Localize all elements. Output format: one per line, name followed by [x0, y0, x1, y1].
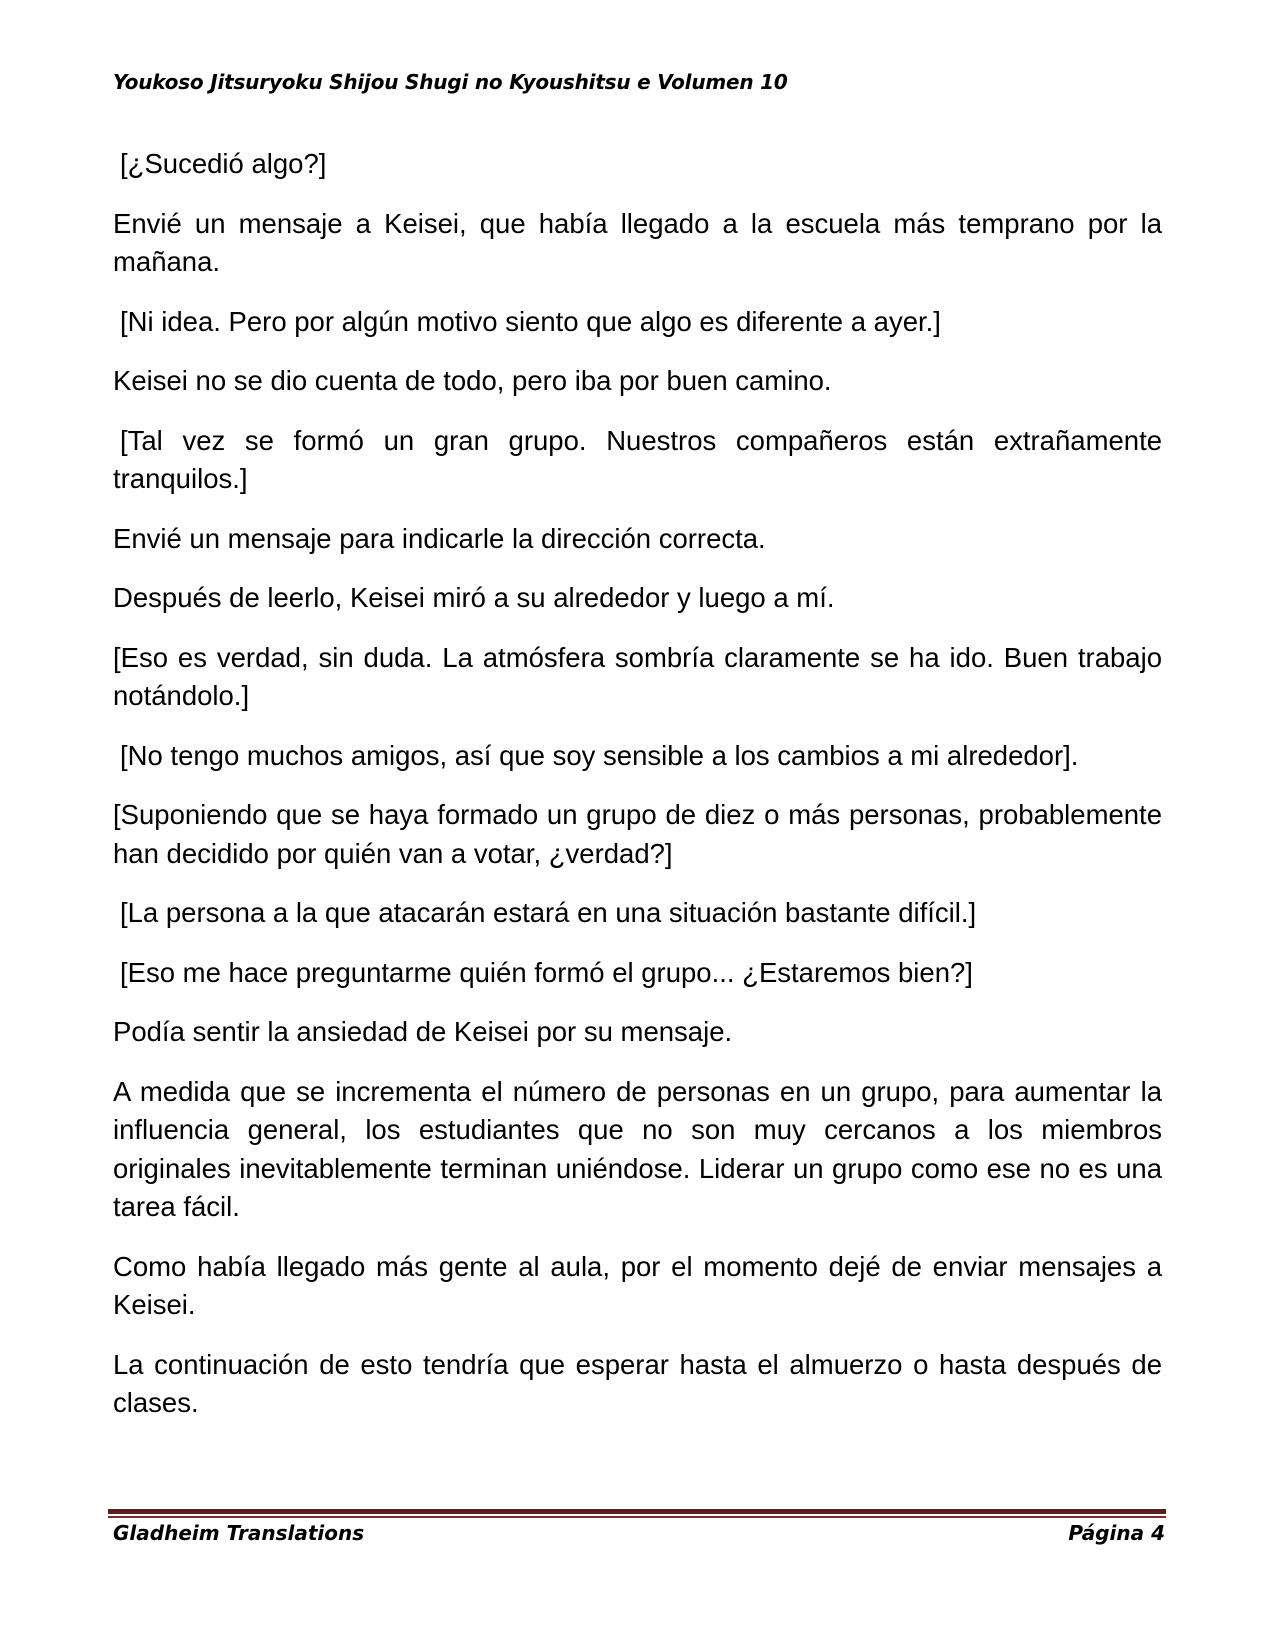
paragraph: Envié un mensaje a Keisei, que había llegado a la escuela más temprano por la mañana.	[113, 207, 1162, 277]
paragraph: [No tengo muchos amigos, así que soy sensible a los cambios a mi alrededor].	[120, 739, 1079, 771]
running-header-title: Youkoso Jitsuryoku Shijou Shugi no Kyoushitsu e Volumen 10	[113, 70, 788, 94]
paragraph: [¿Sucedió algo?]	[120, 148, 327, 179]
paragraph: [Ni idea. Pero por algún motivo siento que algo es diferente a ayer.]	[120, 305, 941, 337]
paragraph: Después de leerlo, Keisei miró a su alrededor y luego a mí.	[113, 582, 835, 613]
paragraph: [Eso me hace preguntarme quién formó el grupo... ¿Estaremos bien?]	[120, 956, 973, 988]
page-number: Página 4	[1068, 1521, 1165, 1545]
paragraph: Keisei no se dio cuenta de todo, pero iba por buen camino.	[113, 365, 832, 396]
paragraph: Envié un mensaje para indicarle la dirección correcta.	[113, 522, 766, 554]
footer-divider-thin	[108, 1516, 1166, 1518]
paragraph: La continuación de esto tendría que esperar hasta el almuerzo o hasta después de clases.	[113, 1348, 1162, 1418]
paragraph: [Eso es verdad, sin duda. La atmósfera sombría claramente se ha ido. Buen trabajo notándolo.]	[113, 641, 1162, 711]
document-body	[113, 145, 1162, 1444]
footer-credit: Gladheim Translations	[113, 1521, 365, 1545]
paragraph: [Suponiendo que se haya formado un grupo de diez o más personas, probablemente han decidido por quién van a votar, ¿verdad?]	[113, 799, 1162, 869]
paragraph: [Tal vez se formó un gran grupo. Nuestros compañeros están extrañamente tranquilos.]	[113, 424, 1162, 494]
paragraph: [La persona a la que atacarán estará en una situación bastante difícil.]	[120, 897, 977, 928]
paragraph: Podía sentir la ansiedad de Keisei por su mensaje.	[113, 1016, 733, 1047]
footer-divider-thick	[108, 1509, 1166, 1514]
paragraph: A medida que se incrementa el número de personas en un grupo, para aumentar la influencia general, los estudiantes que no son muy cercanos a los miembros originales inevitablemente terminan uniéndose. Liderar un grupo como ese no es una tarea fácil.	[113, 1075, 1162, 1222]
paragraph: Como había llegado más gente al aula, por el momento dejé de enviar mensajes a Keisei.	[113, 1250, 1162, 1320]
